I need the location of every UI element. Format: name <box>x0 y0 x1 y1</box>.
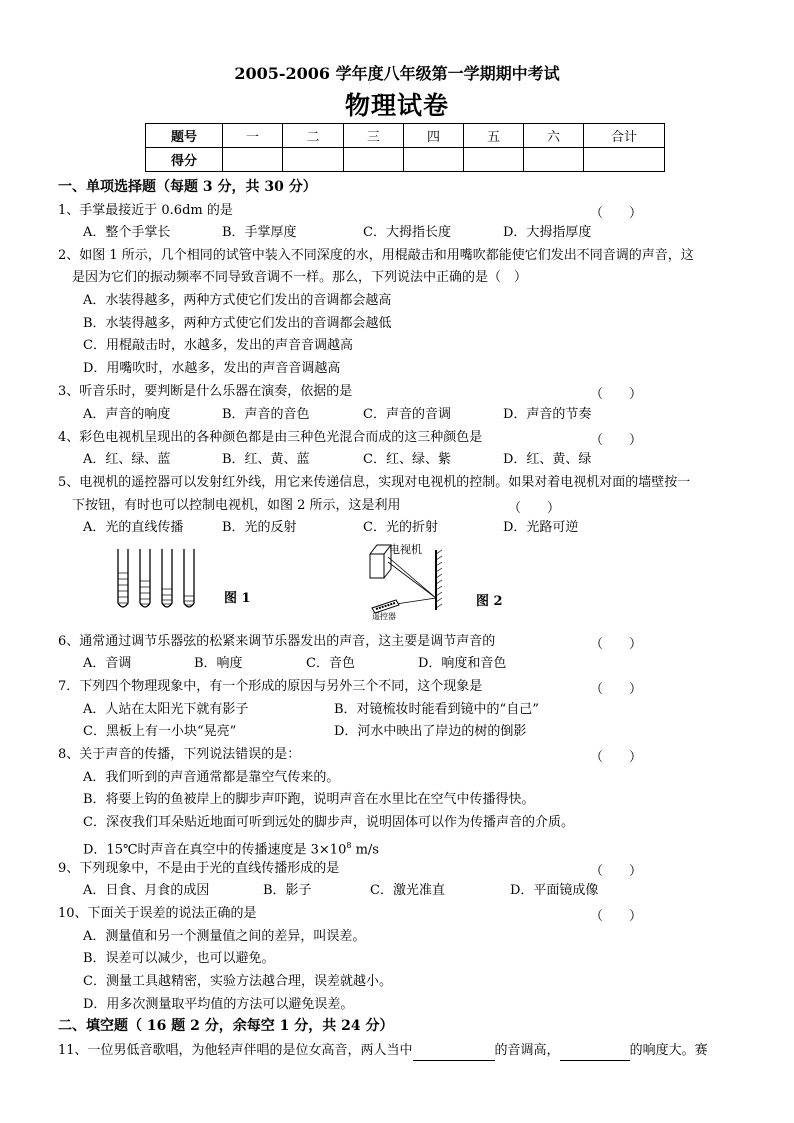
exponent: 8 <box>346 841 352 850</box>
test-tube-4 <box>184 549 194 607</box>
question-text: 的响度大。赛 <box>629 1043 708 1058</box>
option: A．测量值和另一个测量值之间的差异，叫误差。 <box>83 929 366 944</box>
option: D．用多次测量取平均值的方法可以避免误差。 <box>83 997 354 1012</box>
score-row-label: 得分 <box>146 148 223 172</box>
light-ray-3 <box>396 598 436 604</box>
answer-paren[interactable]: （ ） <box>590 682 643 697</box>
score-input-cell[interactable] <box>404 148 464 172</box>
option: C．光的折射 <box>363 520 438 535</box>
tv-front <box>370 554 384 578</box>
subject-title: 物理试卷 <box>344 91 449 120</box>
score-cell: 二 <box>283 124 344 148</box>
score-cell: 合计 <box>584 124 665 148</box>
score-cell: 四 <box>404 124 464 148</box>
option: B．水装得越多，两种方式使它们发出的音调都会越低 <box>83 316 392 331</box>
score-table-score-row <box>146 148 665 172</box>
option: A．声音的响度 <box>83 407 171 422</box>
light-ray-2 <box>388 562 436 598</box>
option: C．音色 <box>306 656 355 671</box>
score-cell: 一 <box>223 124 283 148</box>
option: C．测量工具越精密，实验方法越合理，误差就越小。 <box>83 974 392 989</box>
question-stem: 2、如图 1 所示，几个相同的试管中装入不同深度的水，用棍敲击和用嘴吹都能使它们发出不同音调的声音，这 <box>58 248 694 263</box>
remote-label: 遥控器 <box>372 612 396 621</box>
option: B．将要上钩的鱼被岸上的脚步声吓跑，说明声音在水里比在空气中传播得快。 <box>83 792 535 807</box>
option-text: D．15℃时声音在真空中的传播速度是 3×10 <box>83 842 347 858</box>
option: B．红、黄、蓝 <box>222 452 310 467</box>
option: D．平面镜成像 <box>510 883 599 898</box>
option: A．音调 <box>83 656 132 671</box>
option: A．我们听到的声音通常都是靠空气传来的。 <box>83 770 340 785</box>
option: A．水装得越多，两种方式使它们发出的音调都会越高 <box>83 293 392 308</box>
question-stem: 4、彩色电视机呈现出的各种颜色都是由三种色光混合而成的这三种颜色是 <box>58 430 483 445</box>
option: B．手掌厚度 <box>222 225 297 240</box>
option: B．对镜梳妆时能看到镜中的“自己” <box>334 702 539 717</box>
option: A．红、绿、蓝 <box>83 452 171 467</box>
section2-heading: 二、填空题（ 16 题 2 分，余每空 1 分，共 24 分） <box>58 1018 394 1034</box>
option: C．黑板上有一小块“晃亮” <box>83 724 237 739</box>
tv-label: 电视机 <box>389 543 422 556</box>
answer-paren[interactable]: （ ） <box>590 637 643 652</box>
test-tube-3 <box>162 549 172 607</box>
tv-top <box>370 545 391 554</box>
score-cell: 三 <box>344 124 404 148</box>
option: D．河水中映出了岸边的树的倒影 <box>334 724 527 739</box>
test-tube-1 <box>118 549 128 607</box>
answer-paren[interactable]: （ ） <box>590 864 643 879</box>
answer-paren[interactable]: （ ） <box>590 433 643 448</box>
question-text: 11、一位男低音歌唱，为他轻声伴唱的是位女高音，两人当中 <box>58 1043 413 1058</box>
option: D．红、黄、绿 <box>503 452 592 467</box>
option: B．响度 <box>194 656 243 671</box>
score-cell: 题号 <box>146 124 223 148</box>
question-stem-cont: 下按钮，有时也可以控制电视机，如图 2 所示，这是利用 <box>72 498 401 513</box>
option: C．深夜我们耳朵贴近地面可听到远处的脚步声，说明固体可以作为传播声音的介质。 <box>83 815 574 830</box>
fill-blank[interactable] <box>413 1042 495 1061</box>
option: A．光的直线传播 <box>83 520 184 535</box>
score-input-cell[interactable] <box>464 148 524 172</box>
question-stem: 8、关于声音的传播，下列说法错误的是： <box>58 747 301 762</box>
option: D．光路可逆 <box>503 520 579 535</box>
light-ray-1 <box>388 557 436 598</box>
score-input-cell[interactable] <box>223 148 283 172</box>
option: C．用棍敲击时，水越多，发出的声音音调越高 <box>83 338 353 353</box>
option: C．声音的音调 <box>363 407 451 422</box>
score-input-cell[interactable] <box>344 148 404 172</box>
option: A．人站在太阳光下就有影子 <box>83 702 249 717</box>
option: C．大拇指长度 <box>363 225 451 240</box>
score-table-header-row <box>146 124 665 148</box>
answer-paren[interactable]: （ ） <box>590 387 643 402</box>
figure-2-label: 图 2 <box>476 594 503 609</box>
score-input-cell[interactable] <box>584 148 665 172</box>
question-stem: 1、手掌最接近于 0.6dm 的是 <box>58 203 233 218</box>
question-stem: 3、听音乐时，要判断是什么乐器在演奏，依据的是 <box>58 384 353 399</box>
figure-1-label: 图 1 <box>224 591 251 606</box>
option: B．光的反射 <box>222 520 297 535</box>
option: D．声音的节奏 <box>503 407 592 422</box>
option: B．误差可以减少，也可以避免。 <box>83 951 275 966</box>
score-cell: 六 <box>524 124 584 148</box>
question-text: 的音调高， <box>494 1043 560 1058</box>
question-stem: 7．下列四个物理现象中，有一个形成的原因与另外三个不同，这个现象是 <box>58 679 483 694</box>
exam-title: 2005-2006 学年度八年级第一学期期中考试 <box>234 64 560 83</box>
question-stem: 5、电视机的遥控器可以发射红外线，用它来传递信息，实现对电视机的控制。如果对着电视机对面的墙壁按一 <box>58 475 691 490</box>
test-tube-2 <box>140 549 150 607</box>
section1-heading: 一、单项选择题（每题 3 分，共 30 分） <box>58 179 317 195</box>
question-stem: 9、下列现象中，不是由于光的直线传播形成的是 <box>58 861 340 876</box>
answer-paren[interactable]: （ ） <box>590 909 643 924</box>
question-stem-cont: 是因为它们的振动频率不同导致音调不一样。那么，下列说法中正确的是（ ） <box>72 270 528 285</box>
score-table <box>145 123 665 172</box>
option: D．用嘴吹时，水越多，发出的声音音调越高 <box>83 361 341 376</box>
option: A．整个手掌长 <box>83 225 171 240</box>
answer-paren[interactable]: （ ） <box>508 501 561 516</box>
option: B．影子 <box>263 883 312 898</box>
test-tubes-figure <box>112 545 202 615</box>
option <box>83 837 379 859</box>
option: D．响度和音色 <box>418 656 507 671</box>
unit: m/s <box>351 842 379 858</box>
option: B．声音的音色 <box>222 407 310 422</box>
score-cell: 五 <box>464 124 524 148</box>
option: D．大拇指厚度 <box>503 225 592 240</box>
answer-paren[interactable]: （ ） <box>590 750 643 765</box>
question-stem: 10、下面关于误差的说法正确的是 <box>58 906 257 921</box>
option: C．红、绿、紫 <box>363 452 451 467</box>
question-11 <box>58 1042 708 1061</box>
score-input-cell[interactable] <box>283 148 344 172</box>
question-stem: 6、通常通过调节乐器弦的松紧来调节乐器发出的声音，这主要是调节声音的 <box>58 634 496 649</box>
option: A．日食、月食的成因 <box>83 883 210 898</box>
score-input-cell[interactable] <box>524 148 584 172</box>
fill-blank[interactable] <box>560 1042 630 1061</box>
answer-paren[interactable]: （ ） <box>590 206 643 221</box>
option: C．激光准直 <box>370 883 445 898</box>
